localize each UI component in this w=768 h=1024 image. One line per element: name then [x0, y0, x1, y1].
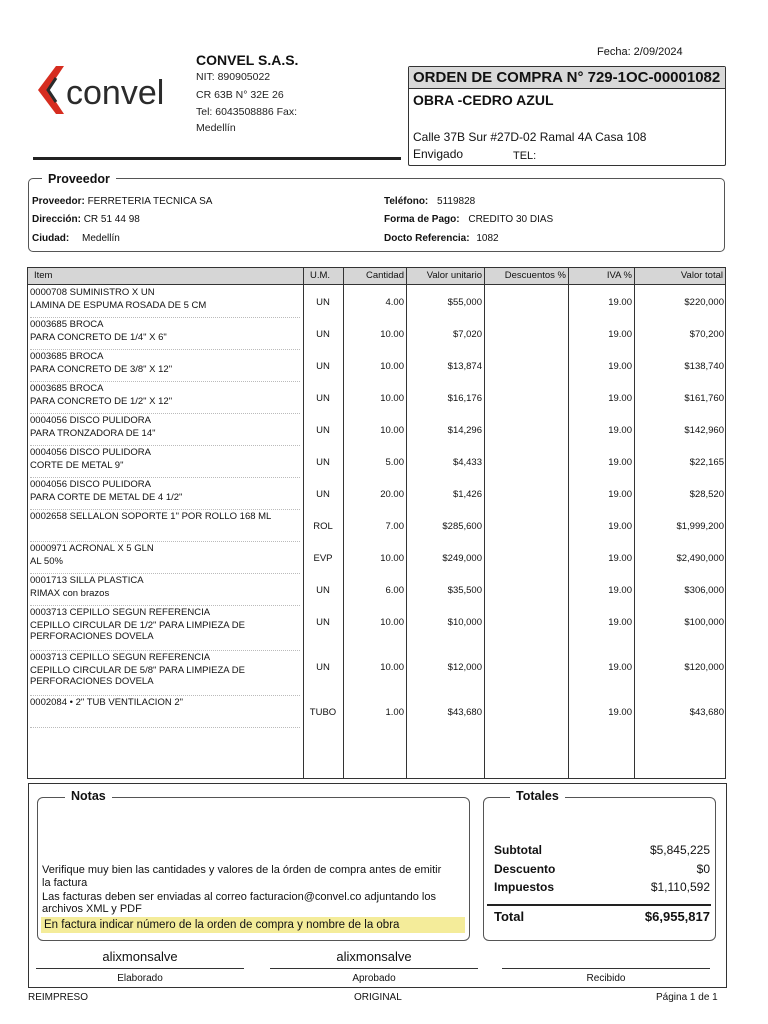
docto-field — [384, 233, 499, 244]
item-cantidad: 10.00 — [380, 393, 404, 404]
header-divider — [33, 157, 401, 160]
item-valor-total: $100,000 — [684, 617, 724, 628]
item-description: PARA CORTE DE METAL DE 4 1/2" — [30, 492, 183, 503]
table-row — [28, 287, 725, 319]
item-um: UN — [316, 393, 330, 404]
item-code: 0000708 SUMINISTRO X UN — [30, 287, 155, 298]
table-row — [28, 607, 725, 652]
header-cantidad: Cantidad — [365, 270, 404, 281]
item-um: ROL — [313, 521, 333, 532]
items-table — [27, 267, 726, 779]
totales-legend: Totales — [510, 789, 565, 803]
logo-text: convel — [66, 74, 165, 112]
aprobado-label: Aprobado — [352, 973, 396, 984]
row-separator — [30, 317, 300, 318]
item-valor-unitario: $35,500 — [447, 585, 482, 596]
subtotal-label: Subtotal — [494, 843, 542, 857]
header-descuentos: Descuentos % — [504, 270, 566, 281]
item-valor-total: $43,680 — [689, 707, 724, 718]
order-title: ORDEN DE COMPRA N° 729-1OC-00001082 — [409, 67, 725, 89]
item-description: RIMAX con brazos — [30, 588, 110, 599]
totales-divider — [487, 904, 711, 906]
table-row — [28, 543, 725, 575]
item-cantidad: 4.00 — [385, 297, 404, 308]
item-cantidad: 6.00 — [385, 585, 404, 596]
forma-pago-label: Forma de Pago: — [384, 214, 460, 225]
order-tel: TEL: — [513, 150, 537, 162]
proveedor-label: Proveedor: — [32, 196, 85, 207]
table-row — [28, 319, 725, 351]
elaborado-signature: alixmonsalve — [102, 949, 178, 964]
item-valor-unitario: $4,433 — [452, 457, 482, 468]
item-iva: 19.00 — [608, 662, 632, 673]
order-date: Fecha: 2/09/2024 — [597, 46, 683, 58]
impuestos-label: Impuestos — [494, 880, 555, 894]
subtotal-value: $5,845,225 — [649, 843, 710, 857]
item-cantidad: 10.00 — [380, 425, 404, 436]
item-valor-unitario: $13,874 — [447, 361, 482, 372]
proveedor-value: FERRETERIA TECNICA SA — [87, 196, 213, 207]
item-valor-unitario: $55,000 — [447, 297, 482, 308]
aprobado-signature: alixmonsalve — [336, 949, 412, 964]
table-row — [28, 575, 725, 607]
item-valor-unitario: $1,426 — [452, 489, 482, 500]
item-iva: 19.00 — [608, 521, 632, 532]
item-code: 0003713 CEPILLO SEGUN REFERENCIA — [30, 652, 211, 663]
nota-line: Verifique muy bien las cantidades y valores de la órden de compra antes de emitir — [42, 864, 442, 876]
row-separator — [30, 477, 300, 478]
item-iva: 19.00 — [608, 361, 632, 372]
row-separator — [30, 413, 300, 414]
item-iva: 19.00 — [608, 489, 632, 500]
item-valor-unitario: $12,000 — [447, 662, 482, 673]
item-description: PERFORACIONES DOVELA — [30, 631, 154, 642]
item-valor-total: $70,200 — [689, 329, 724, 340]
header-iva: IVA % — [606, 270, 632, 281]
company-address: CR 63B N° 32E 26 — [196, 89, 284, 101]
nota-highlight: En factura indicar número de la orden de compra y nombre de la obra — [41, 917, 465, 933]
item-description: CEPILLO CIRCULAR DE 5/8" PARA LIMPIEZA DE — [30, 665, 245, 676]
item-cantidad: 10.00 — [380, 553, 404, 564]
item-um: UN — [316, 329, 330, 340]
item-um: UN — [316, 585, 330, 596]
item-description: LAMINA DE ESPUMA ROSADA DE 5 CM — [30, 300, 207, 311]
item-valor-total: $142,960 — [684, 425, 724, 436]
impuestos-value: $1,110,592 — [650, 880, 710, 894]
item-valor-total: $1,999,200 — [676, 521, 724, 532]
item-iva: 19.00 — [608, 425, 632, 436]
item-valor-total: $220,000 — [684, 297, 724, 308]
nota-line: archivos XML y PDF — [42, 903, 142, 915]
item-code: 0002658 SELLALON SOPORTE 1" POR ROLLO 168 ML — [30, 511, 272, 522]
company-phone: Tel: 6043508886 Fax: — [196, 106, 297, 118]
row-separator — [30, 381, 300, 382]
item-valor-unitario: $249,000 — [442, 553, 482, 564]
direccion-label: Dirección: — [32, 214, 81, 225]
signature-line — [36, 968, 244, 969]
telefono-value: 5119828 — [437, 196, 476, 207]
item-description: CORTE DE METAL 9" — [30, 460, 124, 471]
item-code: 0000971 ACRONAL X 5 GLN — [30, 543, 154, 554]
item-valor-total: $161,760 — [684, 393, 724, 404]
order-city: Envigado — [413, 147, 464, 161]
ciudad-field — [32, 233, 120, 244]
item-code: 0001713 SILLA PLASTICA — [30, 575, 144, 586]
docto-value: 1082 — [476, 233, 499, 244]
nota-line: la factura — [42, 877, 88, 889]
notas-legend: Notas — [65, 789, 112, 803]
item-iva: 19.00 — [608, 617, 632, 628]
direccion-value: CR 51 44 98 — [83, 214, 140, 225]
item-um: UN — [316, 297, 330, 308]
item-code: 0003685 BROCA — [30, 319, 104, 330]
order-obra: OBRA -CEDRO AZUL — [413, 92, 554, 108]
item-valor-total: $120,000 — [684, 662, 724, 673]
item-valor-total: $22,165 — [689, 457, 724, 468]
table-row — [28, 415, 725, 447]
item-valor-unitario: $16,176 — [447, 393, 482, 404]
item-valor-total: $306,000 — [684, 585, 724, 596]
forma-pago-value: CREDITO 30 DIAS — [468, 214, 554, 225]
item-um: UN — [316, 489, 330, 500]
row-separator — [30, 727, 300, 728]
table-row — [28, 447, 725, 479]
item-code: 0002084 • 2" TUB VENTILACION 2" — [30, 697, 183, 708]
row-separator — [30, 573, 300, 574]
order-header-box — [408, 66, 726, 166]
company-name: CONVEL S.A.S. — [196, 52, 299, 68]
item-valor-unitario: $285,600 — [442, 521, 482, 532]
item-um: EVP — [313, 553, 333, 564]
company-nit: NIT: 890905022 — [196, 71, 271, 83]
table-body — [28, 268, 725, 778]
item-description: CEPILLO CIRCULAR DE 1/2" PARA LIMPIEZA DE — [30, 620, 245, 631]
header-valor-total: Valor total — [680, 270, 723, 281]
item-iva: 19.00 — [608, 707, 632, 718]
company-city: Medellín — [196, 122, 236, 134]
item-iva: 19.00 — [608, 329, 632, 340]
row-separator — [30, 349, 300, 350]
row-separator — [30, 605, 300, 606]
item-cantidad: 10.00 — [380, 361, 404, 372]
docto-label: Docto Referencia: — [384, 233, 470, 244]
table-row — [28, 383, 725, 415]
item-valor-total: $138,740 — [684, 361, 724, 372]
total-label: Total — [494, 909, 525, 924]
item-iva: 19.00 — [608, 297, 632, 308]
item-description: PARA CONCRETO DE 3/8" X 12" — [30, 364, 173, 375]
total-value: $6,955,817 — [644, 909, 710, 924]
ciudad-label: Ciudad: — [32, 233, 70, 244]
descuento-label: Descuento — [494, 862, 556, 876]
signature-line — [502, 968, 710, 969]
item-um: UN — [316, 457, 330, 468]
item-cantidad: 10.00 — [380, 617, 404, 628]
nota-line: Las facturas deben ser enviadas al correo facturacion@convel.co adjuntando los — [42, 891, 436, 903]
company-logo — [34, 60, 184, 120]
item-cantidad: 5.00 — [385, 457, 404, 468]
item-code: 0003685 BROCA — [30, 351, 104, 362]
item-cantidad: 20.00 — [380, 489, 404, 500]
telefono-field — [384, 196, 475, 207]
item-code: 0003685 BROCA — [30, 383, 104, 394]
table-row — [28, 351, 725, 383]
item-valor-total: $2,490,000 — [676, 553, 724, 564]
item-code: 0004056 DISCO PULIDORA — [30, 479, 151, 490]
item-description: PARA TRONZADORA DE 14" — [30, 428, 156, 439]
item-iva: 19.00 — [608, 585, 632, 596]
item-cantidad: 10.00 — [380, 662, 404, 673]
row-separator — [30, 541, 300, 542]
item-description: PARA CONCRETO DE 1/4" X 6" — [30, 332, 167, 343]
ciudad-value: Medellín — [82, 233, 120, 244]
table-row — [28, 697, 725, 729]
direccion-field — [32, 214, 140, 225]
row-separator — [30, 509, 300, 510]
order-address: Calle 37B Sur #27D-02 Ramal 4A Casa 108 — [413, 130, 647, 144]
item-description: PARA CONCRETO DE 1/2" X 12" — [30, 396, 173, 407]
elaborado-label: Elaborado — [117, 973, 163, 984]
table-row — [28, 511, 725, 543]
item-cantidad: 10.00 — [380, 329, 404, 340]
table-row — [28, 652, 725, 697]
item-um: UN — [316, 425, 330, 436]
item-valor-total: $28,520 — [689, 489, 724, 500]
item-iva: 19.00 — [608, 553, 632, 564]
item-iva: 19.00 — [608, 457, 632, 468]
item-um: UN — [316, 662, 330, 673]
telefono-label: Teléfono: — [384, 196, 429, 207]
item-um: UN — [316, 361, 330, 372]
row-separator — [30, 650, 300, 651]
footer-reimpreso: REIMPRESO — [28, 992, 89, 1003]
item-um: UN — [316, 617, 330, 628]
row-separator — [30, 445, 300, 446]
item-cantidad: 7.00 — [385, 521, 404, 532]
signature-line — [270, 968, 478, 969]
convel-logo-icon — [34, 60, 184, 120]
item-code: 0003713 CEPILLO SEGUN REFERENCIA — [30, 607, 211, 618]
item-description: AL 50% — [30, 556, 63, 567]
item-valor-unitario: $43,680 — [447, 707, 482, 718]
table-row — [28, 479, 725, 511]
proveedor-legend: Proveedor — [42, 172, 116, 186]
footer-page: Página 1 de 1 — [656, 992, 718, 1003]
row-separator — [30, 695, 300, 696]
header-valor-unitario: Valor unitario — [426, 270, 482, 281]
item-valor-unitario: $7,020 — [452, 329, 482, 340]
header-um: U.M. — [310, 270, 331, 281]
item-cantidad: 1.00 — [385, 707, 404, 718]
footer-original: ORIGINAL — [354, 992, 402, 1003]
item-code: 0004056 DISCO PULIDORA — [30, 415, 151, 426]
item-code: 0004056 DISCO PULIDORA — [30, 447, 151, 458]
item-valor-unitario: $10,000 — [447, 617, 482, 628]
item-iva: 19.00 — [608, 393, 632, 404]
forma-pago-field — [384, 214, 553, 225]
header-item: Item — [34, 270, 53, 281]
item-description: PERFORACIONES DOVELA — [30, 676, 154, 687]
item-valor-unitario: $14,296 — [447, 425, 482, 436]
proveedor-field — [32, 196, 212, 207]
descuento-value: $0 — [696, 862, 710, 876]
item-um: TUBO — [309, 707, 337, 718]
recibido-label: Recibido — [586, 973, 626, 984]
